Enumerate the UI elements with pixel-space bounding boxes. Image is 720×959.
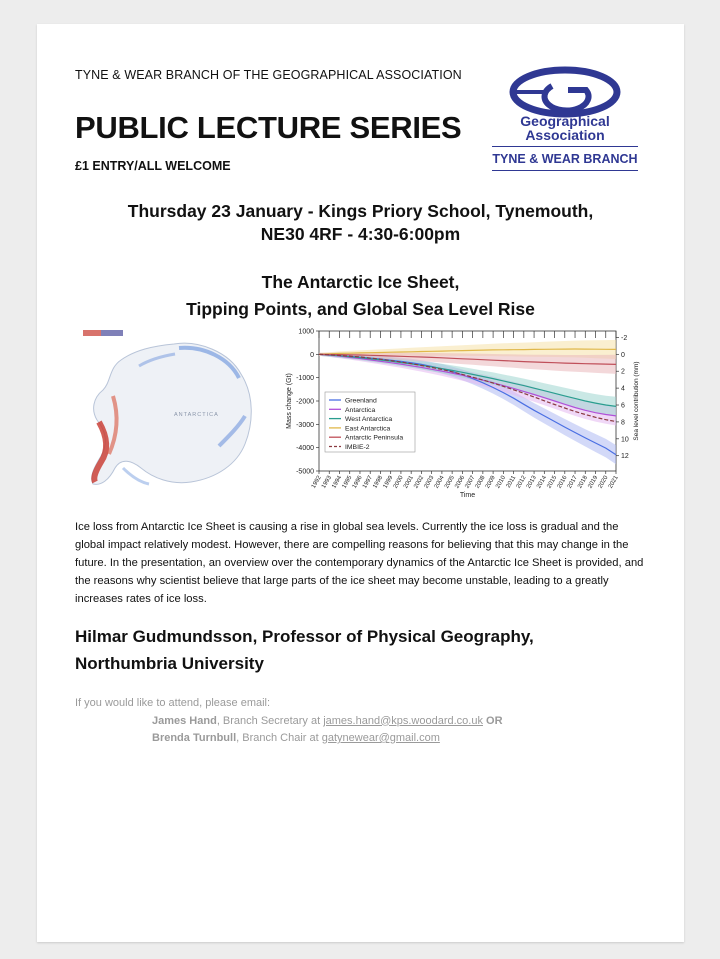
x-tick-label: 2021 [607, 475, 620, 490]
contact-info [75, 695, 503, 748]
x-tick-label: 2011 [505, 475, 518, 490]
mass-change-chart [277, 326, 642, 500]
y-tick-label: -4000 [296, 445, 314, 453]
logo-line-1: Geographical [520, 113, 610, 129]
x-tick-label: 2014 [536, 475, 549, 490]
chair-name: Brenda Turnbull [152, 732, 237, 744]
y-tick-label: -2000 [296, 398, 314, 406]
x-tick-label: 2010 [495, 475, 508, 490]
legend-label: Greenland [345, 397, 377, 405]
event-line-2: NE30 4RF - 4:30-6:00pm [260, 224, 461, 244]
x-tick-label: 2004 [433, 475, 446, 490]
y2-tick-label: 6 [621, 402, 625, 410]
speaker [75, 623, 534, 677]
legend-label: East Antarctica [345, 425, 391, 433]
x-tick-label: 2015 [546, 475, 559, 490]
x-tick-label: 1994 [331, 475, 344, 490]
y2-tick-label: 0 [621, 351, 625, 359]
legend-label: Antarctic Peninsula [345, 434, 404, 442]
logo-line-2: Association [525, 127, 605, 143]
lecture-description: Ice loss from Antarctic Ice Sheet is causing a rise in global sea levels. Currently the ice loss is gradual and the global impact relatively modest. However, there are compelling reasons for believing that this may change in the future. In the presentation, an overview over the contemporary dynamics of the Antarctic Ice Sheet is provided, and the reasons why scientist believe that large parts of the ice sheet may become unstable, leading to a greatly increases rates of ice loss. [75, 521, 644, 605]
y-tick-label: 1000 [298, 328, 314, 336]
contact-secretary [75, 713, 503, 731]
page-title: PUBLIC LECTURE SERIES [75, 110, 462, 145]
x-tick-label: 2016 [556, 475, 569, 490]
logo-line-3: TYNE & WEAR BRANCH [492, 152, 638, 166]
legend-label: West Antarctica [345, 416, 393, 424]
geographical-association-logo [486, 64, 644, 176]
x-tick-label: 2005 [443, 475, 456, 490]
speaker-line-1: Hilmar Gudmundsson, Professor of Physical Geography, [75, 627, 534, 646]
x-tick-label: 2020 [597, 475, 610, 490]
x-tick-label: 2003 [423, 475, 436, 490]
x-axis-label: Time [459, 492, 476, 499]
logo-rule-top [492, 146, 638, 147]
y2-axis-label: Sea level contribution (mm) [633, 361, 640, 441]
chair-role: , Branch Chair at [236, 732, 322, 744]
y-tick-label: 0 [310, 351, 314, 359]
contact-intro: If you would like to attend, please email: [75, 697, 271, 709]
chair-email-link[interactable]: gatynewear@gmail.com [321, 732, 440, 744]
x-tick-label: 2013 [525, 475, 538, 490]
x-tick-label: 2002 [413, 475, 426, 490]
speaker-line-2: Northumbria University [75, 654, 264, 673]
x-tick-label: 1996 [351, 475, 364, 490]
x-tick-label: 2012 [515, 475, 528, 490]
x-tick-label: 1992 [310, 475, 323, 490]
y2-tick-label: 12 [621, 453, 629, 461]
x-tick-label: 2008 [474, 475, 487, 490]
event-line-1: Thursday 23 January - Kings Priory School, Tynemouth, [127, 201, 594, 221]
y2-tick-label: 2 [621, 368, 625, 376]
y2-tick-label: 10 [621, 436, 629, 444]
y-tick-label: -3000 [296, 421, 314, 429]
x-tick-label: 2018 [577, 475, 590, 490]
y2-tick-label: -2 [621, 334, 628, 342]
x-tick-label: 1993 [321, 475, 333, 490]
or-label: OR [482, 714, 503, 727]
x-tick-label: 2019 [587, 475, 600, 490]
y2-tick-label: 8 [621, 419, 625, 427]
event-details [37, 200, 684, 246]
x-tick-label: 2017 [566, 475, 579, 490]
secretary-name: James Hand [152, 714, 217, 727]
x-tick-label: 1997 [362, 475, 374, 490]
talk-title-line-1: The Antarctic Ice Sheet, [261, 272, 460, 292]
y-axis-label: Mass change (Gt) [286, 373, 293, 429]
entry-info: £1 ENTRY/ALL WELCOME [75, 159, 231, 173]
lecture-poster [37, 24, 684, 942]
talk-title [37, 269, 684, 323]
contact-chair [75, 730, 503, 748]
secretary-email-link[interactable]: james.hand@kps.woodard.co.uk [323, 714, 483, 727]
x-tick-label: 1998 [372, 475, 385, 490]
legend-label: IMBIE-2 [345, 444, 370, 451]
secretary-role: , Branch Secretary at [216, 714, 324, 727]
x-tick-label: 2006 [454, 475, 467, 490]
x-tick-label: 1999 [382, 475, 395, 490]
x-tick-label: 2001 [403, 475, 415, 490]
x-tick-label: 1995 [341, 475, 354, 490]
logo-rule-bottom [492, 170, 638, 171]
map-label: ANTARCTICA [174, 412, 219, 418]
antarctica-map [79, 326, 264, 498]
legend-label: Antarctica [345, 406, 376, 414]
y-tick-label: -5000 [296, 468, 314, 476]
talk-title-line-2: Tipping Points, and Global Sea Level Rise [186, 299, 535, 319]
x-tick-label: 2009 [484, 475, 497, 490]
x-tick-label: 2000 [392, 475, 405, 490]
branch-heading: TYNE & WEAR BRANCH OF THE GEOGRAPHICAL ASSOCIATION [75, 68, 462, 82]
x-tick-label: 2007 [464, 475, 477, 490]
y-tick-label: -1000 [296, 375, 314, 383]
y2-tick-label: 4 [621, 385, 625, 393]
